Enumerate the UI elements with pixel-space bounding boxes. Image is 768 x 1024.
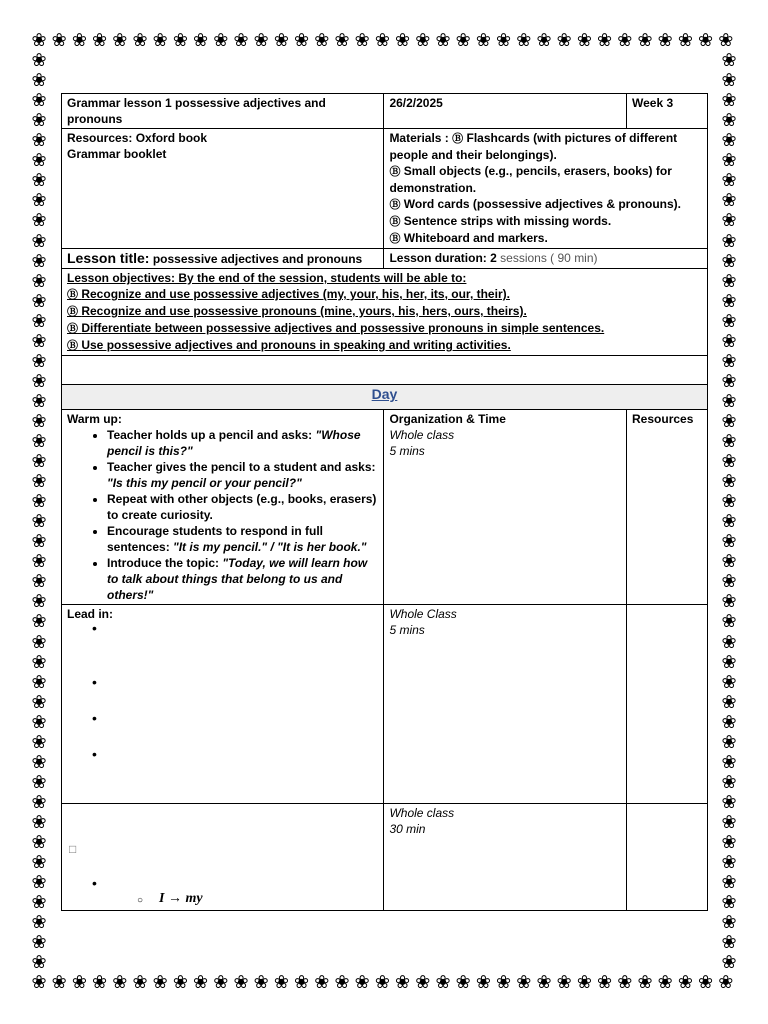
materials-item: Materials : Ⓑ Flashcards (with pictures of different people and their belongings).	[389, 131, 678, 162]
flower-border-icon: ❀	[637, 30, 653, 51]
flower-border-icon: ❀	[374, 30, 390, 51]
flower-border-icon: ❀	[597, 30, 613, 51]
title-row	[62, 249, 708, 269]
flower-border-icon: ❀	[721, 50, 737, 72]
objective-item: Ⓑ Recognize and use possessive adjectives (my, your, his, her, its, our, their).	[67, 287, 510, 301]
objectives-intro: Lesson objectives: By the end of the session, students will be able to:	[67, 271, 467, 285]
flower-border-icon: ❀	[31, 70, 47, 92]
flower-border-icon: ❀	[637, 972, 653, 993]
flower-border-icon: ❀	[152, 972, 168, 993]
flower-border-icon: ❀	[31, 250, 47, 272]
flower-border-icon: ❀	[415, 30, 431, 51]
flower-border-icon: ❀	[657, 30, 673, 51]
flower-border-icon: ❀	[721, 811, 737, 833]
flower-border-icon: ❀	[721, 791, 737, 813]
flower-border-icon: ❀	[721, 952, 737, 974]
flower-border-icon: ❀	[721, 431, 737, 452]
leadin-organization-cell	[384, 605, 627, 804]
flower-border-icon: ❀	[31, 811, 47, 833]
bullet-icon: •	[92, 875, 97, 891]
box-icon: Ⓑ	[389, 165, 401, 178]
list-item: • Teacher holds up a pencil and asks: "Whose pencil is this?"	[107, 427, 378, 459]
objective-item: Ⓑ Differentiate between possessive adjectives and possessive pronouns in simple sentences.	[67, 321, 605, 335]
list-item: • Teacher gives the pencil to a student and asks: "Is this my pencil or your pencil?"	[107, 459, 378, 491]
flower-border-icon: ❀	[718, 972, 734, 993]
flower-border-icon: ❀	[253, 972, 269, 993]
flower-border-icon: ❀	[475, 30, 491, 51]
presentation-content	[67, 805, 378, 906]
flower-border-icon: ❀	[31, 932, 47, 954]
flower-border-icon: ❀	[721, 651, 737, 673]
warmup-list	[67, 427, 378, 603]
flower-border-icon: ❀	[721, 190, 737, 212]
flower-border-icon: ❀	[721, 350, 737, 372]
day-label: Day	[371, 386, 398, 402]
list-item: • Introduce the topic: "Today, we will learn how to talk about things that belong to us and others!"	[107, 555, 378, 603]
presentation-organization-cell	[384, 804, 627, 911]
resources-cell	[62, 129, 384, 249]
lesson-week: Week 3	[627, 94, 708, 129]
materials-item: Ⓑ Small objects (e.g., pencils, erasers, books) for demonstration.	[389, 164, 672, 195]
flower-border-icon: ❀	[31, 431, 47, 452]
flower-border-icon: ❀	[597, 972, 613, 993]
flower-border-icon: ❀	[617, 30, 633, 51]
box-icon: Ⓑ	[67, 305, 78, 318]
flower-border-icon: ❀	[31, 892, 47, 914]
flower-border-icon: ❀	[31, 751, 47, 773]
flower-border-icon: ❀	[31, 872, 47, 894]
flower-border-icon: ❀	[51, 30, 67, 51]
flower-border-icon: ❀	[31, 150, 47, 172]
flower-border-icon: ❀	[721, 390, 737, 412]
flower-border-icon: ❀	[31, 190, 47, 212]
time-value: 5 mins	[389, 623, 425, 637]
lesson-title-value: possessive adjectives and pronouns	[152, 252, 363, 266]
organization-value: Whole class	[389, 428, 455, 442]
flower-border-icon: ❀	[31, 410, 47, 432]
flower-border-icon: ❀	[721, 872, 737, 894]
flower-border-icon: ❀	[31, 290, 47, 312]
flower-border-icon: ❀	[576, 30, 592, 51]
example-text: I → my	[159, 891, 203, 906]
flower-border-icon: ❀	[31, 591, 47, 613]
flower-border-icon: ❀	[31, 832, 47, 853]
bullet-icon: •	[92, 746, 97, 762]
flower-border-icon: ❀	[112, 30, 128, 51]
flower-border-icon: ❀	[31, 651, 47, 673]
bullet-icon: •	[92, 674, 97, 690]
presentation-row	[62, 804, 708, 911]
flower-border-icon: ❀	[536, 972, 552, 993]
flower-border-icon: ❀	[172, 972, 188, 993]
flower-border-icon: ❀	[31, 390, 47, 412]
flower-border-icon: ❀	[31, 350, 47, 372]
flower-border-icon: ❀	[31, 170, 47, 192]
flower-border-icon: ❀	[112, 972, 128, 993]
flower-border-icon: ❀	[395, 972, 411, 993]
flower-border-icon: ❀	[334, 30, 350, 51]
list-item: • Encourage students to respond in full sentences: "It is my pencil." / "It is her book."	[107, 523, 378, 555]
warmup-label: Warm up:	[67, 412, 122, 426]
materials-item: Ⓑ Word cards (possessive adjectives & pronouns).	[389, 197, 681, 211]
bullet-icon: •	[92, 710, 97, 726]
warmup-cell	[62, 410, 384, 605]
flower-border-icon: ❀	[31, 310, 47, 332]
flower-border-icon: ❀	[721, 290, 737, 312]
materials-cell	[384, 129, 708, 249]
flower-border-icon: ❀	[71, 30, 87, 51]
flower-border-icon: ❀	[354, 972, 370, 993]
flower-border-icon: ❀	[31, 972, 47, 993]
flower-border-icon: ❀	[395, 30, 411, 51]
resources-header: Resources	[627, 410, 708, 605]
flower-border-icon: ❀	[193, 30, 209, 51]
flower-border-icon: ❀	[92, 30, 108, 51]
flower-border-icon: ❀	[294, 30, 310, 51]
header-row	[62, 94, 708, 129]
flower-border-icon: ❀	[31, 471, 47, 493]
presentation-cell	[62, 804, 384, 911]
materials-item: Ⓑ Sentence strips with missing words.	[389, 214, 612, 228]
flower-border-icon: ❀	[475, 972, 491, 993]
flower-border-icon: ❀	[334, 972, 350, 993]
flower-border-icon: ❀	[617, 972, 633, 993]
box-icon: Ⓑ	[389, 232, 401, 245]
flower-border-icon: ❀	[132, 972, 148, 993]
flower-border-icon: ❀	[314, 972, 330, 993]
warmup-row	[62, 410, 708, 605]
box-icon: Ⓑ	[389, 198, 401, 211]
lesson-heading: Grammar lesson 1 possessive adjectives and pronouns	[62, 94, 384, 129]
organization-header: Organization & Time	[389, 412, 506, 426]
flower-border-icon: ❀	[721, 611, 737, 633]
leadin-label: Lead in:	[67, 607, 114, 621]
flower-border-icon: ❀	[721, 531, 737, 553]
flower-border-icon: ❀	[31, 952, 47, 974]
box-icon: Ⓑ	[67, 339, 78, 352]
flower-border-icon: ❀	[721, 892, 737, 914]
flower-border-icon: ❀	[721, 631, 737, 653]
box-icon: Ⓑ	[67, 288, 78, 301]
flower-border-icon: ❀	[455, 30, 471, 51]
flower-border-icon: ❀	[51, 972, 67, 993]
organization-value: Whole Class	[389, 607, 457, 621]
circle-bullet-icon: ○	[137, 895, 144, 906]
box-icon: Ⓑ	[67, 322, 78, 335]
flower-border-icon: ❀	[31, 771, 47, 793]
flower-border-icon: ❀	[721, 370, 737, 392]
flower-border-icon: ❀	[233, 972, 249, 993]
lesson-title-cell	[62, 249, 384, 269]
flower-border-icon: ❀	[435, 30, 451, 51]
flower-border-icon: ❀	[31, 852, 47, 874]
flower-border-icon: ❀	[31, 791, 47, 813]
flower-border-icon: ❀	[193, 972, 209, 993]
leadin-bullets	[67, 622, 378, 802]
flower-border-icon: ❀	[721, 852, 737, 874]
flower-border-icon: ❀	[721, 250, 737, 272]
objectives-row	[62, 269, 708, 356]
leadin-cell	[62, 605, 384, 804]
flower-border-icon: ❀	[698, 972, 714, 993]
resources-row	[62, 129, 708, 249]
flower-border-icon: ❀	[721, 451, 737, 473]
flower-border-icon: ❀	[31, 330, 47, 352]
day-row	[62, 385, 708, 410]
time-value: 30 min	[389, 822, 426, 836]
objectives-cell	[62, 269, 708, 356]
flower-border-icon: ❀	[31, 691, 47, 713]
flower-border-icon: ❀	[721, 330, 737, 352]
flower-border-icon: ❀	[516, 972, 532, 993]
flower-border-icon: ❀	[721, 170, 737, 192]
flower-border-icon: ❀	[31, 50, 47, 72]
flower-border-icon: ❀	[31, 270, 47, 292]
flower-border-icon: ❀	[721, 731, 737, 753]
flower-border-icon: ❀	[721, 832, 737, 853]
flower-border-icon: ❀	[253, 30, 269, 51]
flower-border-icon: ❀	[31, 90, 47, 112]
flower-border-icon: ❀	[273, 972, 289, 993]
flower-border-icon: ❀	[721, 591, 737, 613]
flower-border-icon: ❀	[721, 511, 737, 533]
flower-border-icon: ❀	[31, 731, 47, 753]
lesson-title-label: Lesson title:	[67, 250, 150, 266]
flower-border-icon: ❀	[721, 410, 737, 432]
resources-line-1: Resources: Oxford book	[67, 131, 208, 145]
flower-border-icon: ❀	[31, 531, 47, 553]
box-icon: Ⓑ	[452, 132, 464, 145]
flower-border-icon: ❀	[233, 30, 249, 51]
flower-border-icon: ❀	[721, 110, 737, 132]
flower-border-icon: ❀	[172, 30, 188, 51]
leadin-row	[62, 605, 708, 804]
flower-border-icon: ❀	[31, 571, 47, 593]
flower-border-icon: ❀	[354, 30, 370, 51]
flower-border-icon: ❀	[31, 631, 47, 653]
flower-border-icon: ❀	[435, 972, 451, 993]
resources-line-2: Grammar booklet	[67, 147, 167, 161]
flower-border-icon: ❀	[31, 130, 47, 152]
flower-border-icon: ❀	[213, 972, 229, 993]
flower-border-icon: ❀	[721, 671, 737, 693]
flower-border-icon: ❀	[31, 230, 47, 252]
flower-border-icon: ❀	[31, 511, 47, 533]
warmup-organization-cell	[384, 410, 627, 605]
flower-border-icon: ❀	[132, 30, 148, 51]
flower-border-icon: ❀	[31, 551, 47, 573]
flower-border-icon: ❀	[657, 972, 673, 993]
flower-border-icon: ❀	[721, 711, 737, 733]
flower-border-icon: ❀	[721, 130, 737, 152]
flower-border-icon: ❀	[31, 210, 47, 232]
organization-value: Whole class	[389, 806, 455, 820]
flower-border-icon: ❀	[31, 110, 47, 132]
list-item: • Repeat with other objects (e.g., books, erasers) to create curiosity.	[107, 491, 378, 523]
flower-border-icon: ❀	[721, 932, 737, 954]
flower-border-icon: ❀	[576, 972, 592, 993]
flower-border-icon: ❀	[496, 30, 512, 51]
flower-border-icon: ❀	[92, 972, 108, 993]
flower-border-icon: ❀	[721, 70, 737, 92]
flower-border-icon: ❀	[677, 972, 693, 993]
flower-border-icon: ❀	[721, 551, 737, 573]
flower-border-icon: ❀	[273, 30, 289, 51]
flower-border-icon: ❀	[152, 30, 168, 51]
flower-border-icon: ❀	[31, 451, 47, 473]
presentation-resources-cell	[627, 804, 708, 911]
flower-border-icon: ❀	[556, 30, 572, 51]
flower-border-icon: ❀	[31, 671, 47, 693]
lesson-duration-cell: Lesson duration: 2 sessions ( 90 min)	[384, 249, 708, 269]
time-value: 5 mins	[389, 444, 425, 458]
flower-border-icon: ❀	[374, 972, 390, 993]
flower-border-icon: ❀	[721, 691, 737, 713]
objective-item: Ⓑ Recognize and use possessive pronouns (mine, yours, his, hers, ours, theirs).	[67, 304, 527, 318]
flower-border-icon: ❀	[31, 30, 47, 51]
flower-border-icon: ❀	[31, 611, 47, 633]
flower-border-icon: ❀	[721, 150, 737, 172]
flower-border-icon: ❀	[721, 912, 737, 934]
flower-border-icon: ❀	[31, 491, 47, 513]
flower-border-icon: ❀	[213, 30, 229, 51]
flower-border-icon: ❀	[31, 912, 47, 934]
flower-border-icon: ❀	[721, 210, 737, 232]
spacer-row	[62, 356, 708, 385]
flower-border-icon: ❀	[31, 711, 47, 733]
flower-border-icon: ❀	[455, 972, 471, 993]
flower-border-icon: ❀	[71, 972, 87, 993]
flower-border-icon: ❀	[721, 230, 737, 252]
checkbox-icon: □	[69, 842, 77, 856]
flower-border-icon: ❀	[314, 30, 330, 51]
flower-border-icon: ❀	[31, 370, 47, 392]
flower-border-icon: ❀	[294, 972, 310, 993]
flower-border-icon: ❀	[718, 30, 734, 51]
flower-border-icon: ❀	[556, 972, 572, 993]
flower-border-icon: ❀	[516, 30, 532, 51]
flower-border-icon: ❀	[721, 771, 737, 793]
materials-item: Ⓑ Whiteboard and markers.	[389, 231, 548, 245]
flower-border-icon: ❀	[721, 751, 737, 773]
leadin-resources-cell	[627, 605, 708, 804]
flower-border-icon: ❀	[536, 30, 552, 51]
flower-border-icon: ❀	[721, 90, 737, 112]
objective-item: Ⓑ Use possessive adjectives and pronouns in speaking and writing activities.	[67, 338, 511, 352]
flower-border-icon: ❀	[677, 30, 693, 51]
box-icon: Ⓑ	[389, 215, 401, 228]
flower-border-icon: ❀	[496, 972, 512, 993]
flower-border-icon: ❀	[721, 310, 737, 332]
flower-border-icon: ❀	[721, 270, 737, 292]
flower-border-icon: ❀	[698, 30, 714, 51]
flower-border-icon: ❀	[721, 571, 737, 593]
lesson-plan-table	[61, 93, 708, 911]
bullet-icon: •	[92, 620, 97, 636]
flower-border-icon: ❀	[721, 471, 737, 493]
flower-border-icon: ❀	[721, 491, 737, 513]
flower-border-icon: ❀	[415, 972, 431, 993]
lesson-date: 26/2/2025	[384, 94, 627, 129]
